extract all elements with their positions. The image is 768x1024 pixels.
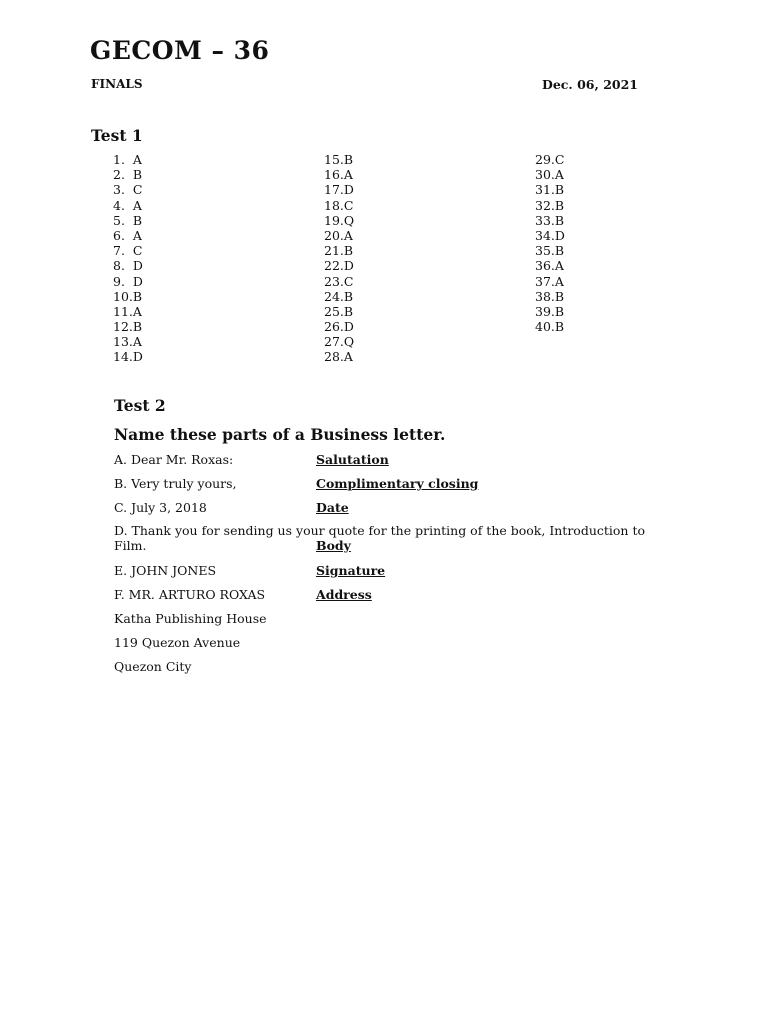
answer-item: 3. C — [113, 182, 143, 198]
answer-f: Address — [316, 587, 372, 602]
answer-item: 24.B — [324, 288, 354, 304]
answer-item: 36.A — [535, 258, 564, 274]
answer-item: 19.Q — [324, 212, 355, 228]
answer-c: Date — [316, 500, 349, 515]
answer-column-3 — [535, 152, 565, 334]
answer-item: 12.B — [113, 319, 143, 335]
answer-item: 2. B — [113, 167, 143, 183]
answer-item: 13.A — [113, 334, 142, 350]
answer-item: 16.A — [324, 167, 353, 183]
answer-item: 34.D — [535, 227, 565, 243]
question-b: B. Very truly yours, — [114, 476, 237, 491]
address-line: Quezon City — [114, 659, 192, 674]
answer-item: 26.D — [324, 319, 354, 335]
answer-item: 25.B — [324, 303, 354, 319]
exam-date: Dec. 06, 2021 — [542, 77, 638, 92]
answer-column-1 — [113, 152, 143, 365]
answer-item: 17.D — [324, 182, 354, 198]
answer-item: 7. C — [113, 243, 143, 259]
answer-item: 40.B — [535, 319, 565, 335]
question-f: F. MR. ARTURO ROXAS — [114, 587, 266, 602]
question-c: C. July 3, 2018 — [114, 500, 207, 515]
answer-item: 38.B — [535, 288, 565, 304]
test2-heading: Test 2 — [114, 396, 166, 415]
answer-item: 35.B — [535, 243, 565, 259]
answer-item: 37.A — [535, 273, 564, 289]
answer-item: 15.B — [324, 152, 354, 167]
answer-item: 27.Q — [324, 334, 355, 350]
answer-item: 33.B — [535, 212, 565, 228]
question-d: D. Thank you for sending us your quote for the printing of the book, Introduction to Film. — [114, 523, 646, 553]
answer-item: 11.A — [113, 303, 142, 319]
answer-item: 29.C — [535, 152, 565, 167]
answer-item: 18.C — [324, 197, 354, 213]
answer-item: 9. D — [113, 273, 143, 289]
test2-instruction: Name these parts of a Business letter. — [114, 425, 446, 444]
exam-label: FINALS — [91, 77, 143, 91]
answer-e: Signature — [316, 563, 386, 578]
answer-item: 22.D — [324, 258, 354, 274]
answer-item: 39.B — [535, 303, 565, 319]
address-line: Katha Publishing House — [114, 611, 267, 626]
answer-item: 1. A — [113, 152, 142, 167]
answer-item: 6. A — [113, 227, 142, 243]
answer-item: 21.B — [324, 243, 354, 259]
answer-item: 31.B — [535, 182, 565, 198]
test1-heading: Test 1 — [91, 126, 143, 145]
answer-item: 14.D — [113, 349, 143, 365]
document-title: GECOM – 36 — [90, 36, 270, 65]
answer-item: 10.B — [113, 288, 143, 304]
answer-item: 8. D — [113, 258, 143, 274]
answer-d: Body — [316, 538, 351, 553]
question-a: A. Dear Mr. Roxas: — [114, 452, 234, 467]
answer-b: Complimentary closing — [316, 476, 479, 491]
question-e: E. JOHN JONES — [114, 563, 217, 578]
answer-item: 5. B — [113, 212, 143, 228]
answer-item: 30.A — [535, 167, 564, 183]
answer-item: 20.A — [324, 227, 353, 243]
answer-item: 4. A — [113, 197, 142, 213]
answer-item: 23.C — [324, 273, 354, 289]
answer-item: 28.A — [324, 349, 353, 365]
address-line: 119 Quezon Avenue — [114, 635, 241, 650]
answer-item: 32.B — [535, 197, 565, 213]
answer-column-2 — [324, 152, 354, 365]
answer-a: Salutation — [316, 452, 389, 467]
